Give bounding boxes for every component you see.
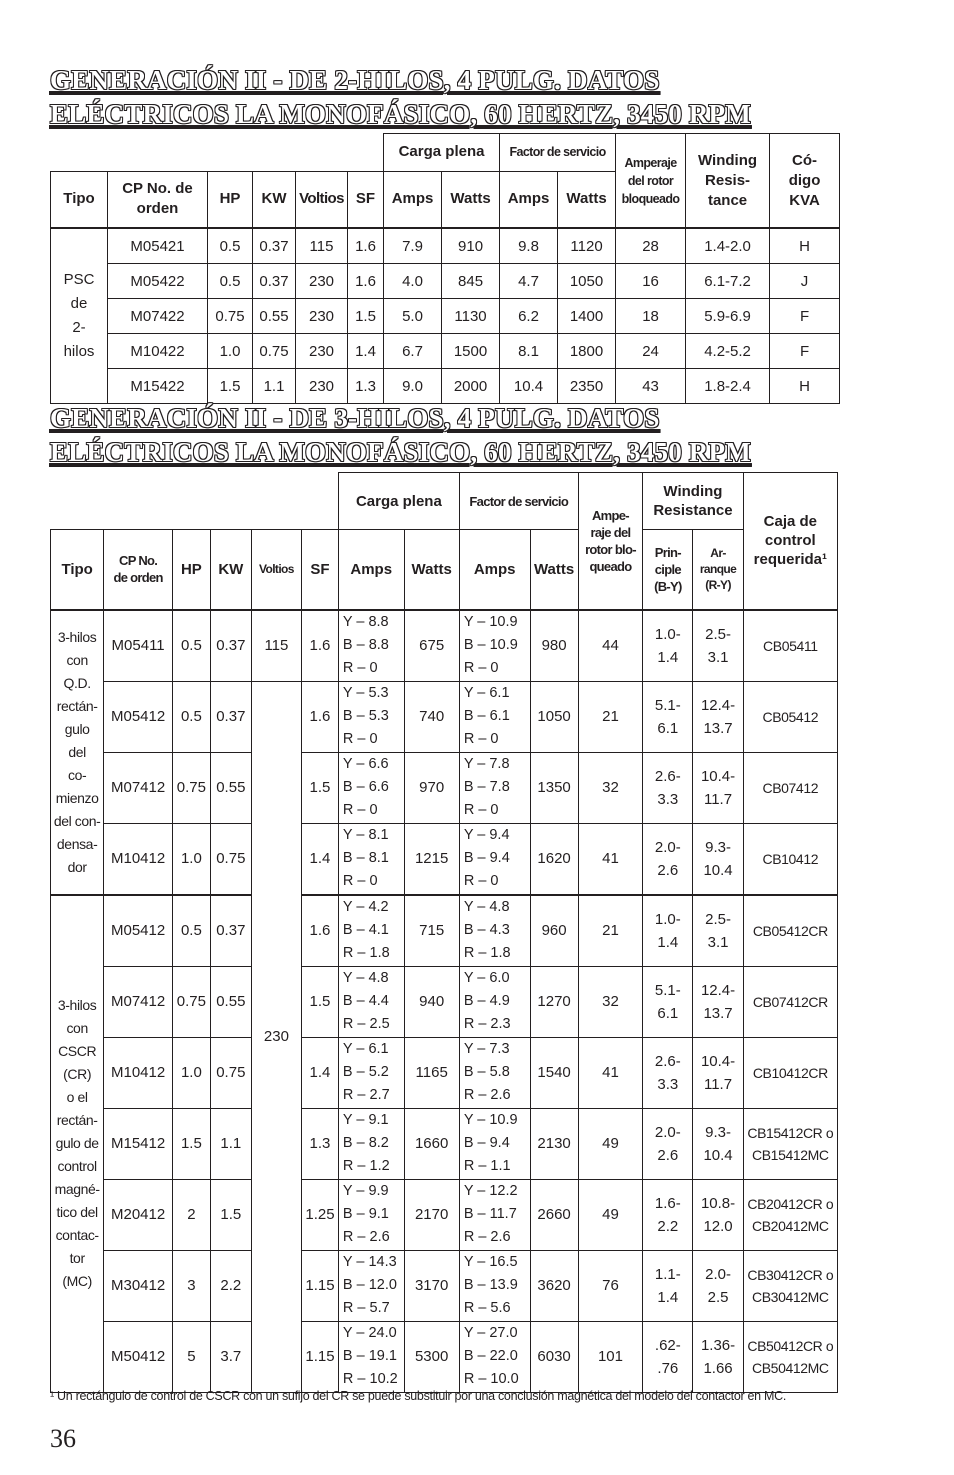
header-amps: Amps <box>384 171 442 228</box>
table-row <box>51 1321 838 1392</box>
cell-kw: 0.55 <box>210 966 251 1037</box>
cell-watts: 715 <box>404 895 459 967</box>
cell-watts: 910 <box>442 228 500 264</box>
cell-watts: 675 <box>404 610 459 682</box>
cell-sf: 1.3 <box>348 369 384 404</box>
table-row <box>51 610 838 682</box>
cell-sf: 1.4 <box>302 1037 339 1108</box>
cell-resistance: 5.9-6.9 <box>686 299 770 334</box>
header-sf-watts: Watts <box>530 530 578 610</box>
cell-lra: 49 <box>578 1108 643 1179</box>
header-blank <box>51 473 339 530</box>
cell-watts: 2170 <box>404 1179 459 1250</box>
header-voltios: Voltios <box>251 530 301 610</box>
cell-amps: 9.0 <box>384 369 442 404</box>
cell-kw: 2.2 <box>210 1250 251 1321</box>
cell-hp: 0.75 <box>172 966 210 1037</box>
cell-cp: M05412 <box>104 681 173 752</box>
cell-cp: M07412 <box>104 752 173 823</box>
cell-kva: F <box>770 334 840 369</box>
cell-sf-amps: Y – 10.9 B – 9.4 R – 1.1 <box>459 1108 530 1179</box>
cell-sf: 1.6 <box>302 895 339 967</box>
cell-sf-watts: 1050 <box>530 681 578 752</box>
cell-watts: 1500 <box>442 334 500 369</box>
title-line-1: GENERACIÓN II - DE 2-HILOS, 4 PULG. DATOS <box>50 65 660 95</box>
cell-arranque: 10.8- 12.0 <box>693 1179 743 1250</box>
header-blank <box>51 134 384 172</box>
cell-amps: Y – 14.3 B – 12.0 R – 5.7 <box>338 1250 404 1321</box>
cell-lra: 32 <box>578 752 643 823</box>
header-cp-no: CP No. de orden <box>108 171 208 228</box>
cell-lra: 41 <box>578 1037 643 1108</box>
table-row <box>51 823 838 895</box>
cell-kw: 1.1 <box>210 1108 251 1179</box>
cell-amps: Y – 4.8 B – 4.4 R – 2.5 <box>338 966 404 1037</box>
cell-resistance: 6.1-7.2 <box>686 264 770 299</box>
cell-sf-amps: Y – 10.9 B – 10.9 R – 0 <box>459 610 530 682</box>
cell-cp: M15422 <box>108 369 208 404</box>
cell-watts: 5300 <box>404 1321 459 1392</box>
header-sf-amps: Amps <box>500 171 558 228</box>
cell-sf: 1.25 <box>302 1179 339 1250</box>
cell-caja: CB05412CR <box>743 895 837 967</box>
cell-kw: 0.37 <box>210 610 251 682</box>
cell-sf: 1.15 <box>302 1250 339 1321</box>
cell-sf: 1.15 <box>302 1321 339 1392</box>
cell-arranque: 10.4- 11.7 <box>693 752 743 823</box>
cell-amps: Y – 6.1 B – 5.2 R – 2.7 <box>338 1037 404 1108</box>
title-line-2: ELÉCTRICOS LA MONOFÁSICO, 60 HERTZ, 3450 RPM <box>50 99 751 129</box>
cell-kw: 3.7 <box>210 1321 251 1392</box>
cell-caja: CB07412 <box>743 752 837 823</box>
cell-cp: M50412 <box>104 1321 173 1392</box>
cell-caja: CB50412CR o CB50412MC <box>743 1321 837 1392</box>
header-hp: HP <box>172 530 210 610</box>
cell-lra: 43 <box>616 369 686 404</box>
cell-hp: 1.0 <box>172 1037 210 1108</box>
cell-sf-amps: Y – 6.0 B – 4.9 R – 2.3 <box>459 966 530 1037</box>
header-amperaje: Ampe- raje del rotor blo- queado <box>578 473 643 610</box>
cell-sf-watts: 2350 <box>558 369 616 404</box>
cell-voltios: 115 <box>251 610 301 682</box>
cell-cp: M05422 <box>108 264 208 299</box>
header-kw: KW <box>253 171 296 228</box>
cell-arranque: 10.4- 11.7 <box>693 1037 743 1108</box>
cell-cp: M30412 <box>104 1250 173 1321</box>
cell-sf: 1.6 <box>302 610 339 682</box>
three-wire-electrical-table <box>50 472 838 1393</box>
header-winding-resistance: Winding Resistance <box>643 473 743 530</box>
header-amps: Amps <box>338 530 404 610</box>
cell-principle: 1.0- 1.4 <box>643 895 693 967</box>
cell-arranque: 12.4- 13.7 <box>693 681 743 752</box>
header-amperaje: Amperaje del rotor bloqueado <box>616 134 686 229</box>
cell-sf-watts: 960 <box>530 895 578 967</box>
cell-watts: 1215 <box>404 823 459 895</box>
cell-hp: 0.75 <box>208 299 253 334</box>
cell-principle: 5.1- 6.1 <box>643 681 693 752</box>
header-carga-plena: Carga plena <box>384 134 500 172</box>
cell-voltios: 230 <box>296 369 348 404</box>
header-sf-watts: Watts <box>558 171 616 228</box>
cell-kw: 0.75 <box>210 1037 251 1108</box>
two-wire-electrical-table <box>50 133 840 404</box>
header-sf-amps: Amps <box>459 530 530 610</box>
cell-caja: CB05412 <box>743 681 837 752</box>
cell-kva: H <box>770 369 840 404</box>
header-voltios: Voltios <box>296 171 348 228</box>
cell-sf-watts: 1270 <box>530 966 578 1037</box>
cell-lra: 44 <box>578 610 643 682</box>
cell-kw: 0.37 <box>253 228 296 264</box>
cell-watts: 1130 <box>442 299 500 334</box>
cell-hp: 3 <box>172 1250 210 1321</box>
cell-principle: 1.1- 1.4 <box>643 1250 693 1321</box>
cell-voltios-shared: 230 <box>251 681 301 1392</box>
cell-hp: 1.0 <box>208 334 253 369</box>
table-row <box>51 681 838 752</box>
cell-sf-watts: 3620 <box>530 1250 578 1321</box>
cell-caja: CB05411 <box>743 610 837 682</box>
table-row <box>51 1179 838 1250</box>
cell-caja: CB10412 <box>743 823 837 895</box>
cell-cp: M05412 <box>104 895 173 967</box>
cell-sf: 1.5 <box>348 299 384 334</box>
header-kw: KW <box>210 530 251 610</box>
cell-sf-amps: Y – 7.3 B – 5.8 R – 2.6 <box>459 1037 530 1108</box>
header-factor-servicio: Factor de servicio <box>459 473 578 530</box>
cell-kw: 0.55 <box>253 299 296 334</box>
cell-hp: 1.5 <box>172 1108 210 1179</box>
cell-arranque: 2.5- 3.1 <box>693 895 743 967</box>
cell-arranque: 9.3- 10.4 <box>693 823 743 895</box>
cell-cp: M07422 <box>108 299 208 334</box>
cell-hp: 0.75 <box>172 752 210 823</box>
cell-kw: 0.55 <box>210 752 251 823</box>
cell-sf-amps: Y – 16.5 B – 13.9 R – 5.6 <box>459 1250 530 1321</box>
cell-sf-watts: 2130 <box>530 1108 578 1179</box>
header-principle: Prin- ciple (B-Y) <box>643 530 693 610</box>
header-caja-control: Caja de control requerida¹ <box>743 473 837 610</box>
cell-hp: 2 <box>172 1179 210 1250</box>
page-number: 36 <box>50 1424 76 1453</box>
cell-watts: 940 <box>404 966 459 1037</box>
cell-resistance: 4.2-5.2 <box>686 334 770 369</box>
cell-hp: 1.5 <box>208 369 253 404</box>
cell-lra: 49 <box>578 1179 643 1250</box>
table-row <box>51 1037 838 1108</box>
table-row <box>51 966 838 1037</box>
cell-amps: Y – 6.6 B – 6.6 R – 0 <box>338 752 404 823</box>
cell-sf: 1.6 <box>348 264 384 299</box>
header-winding: Winding Resis- tance <box>686 134 770 229</box>
cell-sf-watts: 1400 <box>558 299 616 334</box>
cell-sf-watts: 1350 <box>530 752 578 823</box>
cell-amps: Y – 8.1 B – 8.1 R – 0 <box>338 823 404 895</box>
cell-kw: 0.75 <box>210 823 251 895</box>
cell-kva: H <box>770 228 840 264</box>
cell-caja: CB15412CR o CB15412MC <box>743 1108 837 1179</box>
cell-caja: CB20412CR o CB20412MC <box>743 1179 837 1250</box>
cell-lra: 32 <box>578 966 643 1037</box>
cell-voltios: 230 <box>296 264 348 299</box>
cell-sf-watts: 1120 <box>558 228 616 264</box>
cell-hp: 0.5 <box>208 228 253 264</box>
cell-voltios: 230 <box>296 334 348 369</box>
cell-arranque: 12.4- 13.7 <box>693 966 743 1037</box>
cell-lra: 28 <box>616 228 686 264</box>
cell-watts: 970 <box>404 752 459 823</box>
cell-arranque: 9.3- 10.4 <box>693 1108 743 1179</box>
cell-hp: 1.0 <box>172 823 210 895</box>
cell-caja: CB10412CR <box>743 1037 837 1108</box>
header-watts: Watts <box>404 530 459 610</box>
cell-watts: 740 <box>404 681 459 752</box>
cell-amps: Y – 9.9 B – 9.1 R – 2.6 <box>338 1179 404 1250</box>
header-carga-plena: Carga plena <box>338 473 459 530</box>
cell-sf: 1.4 <box>302 823 339 895</box>
cell-sf-watts: 1540 <box>530 1037 578 1108</box>
cell-hp: 0.5 <box>172 681 210 752</box>
cell-sf-watts: 1800 <box>558 334 616 369</box>
cell-hp: 5 <box>172 1321 210 1392</box>
cell-sf-amps: 8.1 <box>500 334 558 369</box>
cell-cp: M10422 <box>108 334 208 369</box>
header-factor-servicio: Factor de servicio <box>500 134 616 172</box>
cell-lra: 21 <box>578 895 643 967</box>
cell-voltios: 115 <box>296 228 348 264</box>
cell-principle: 5.1- 6.1 <box>643 966 693 1037</box>
title-line-1: GENERACIÓN II - DE 3-HILOS, 4 PULG. DATOS <box>50 403 660 433</box>
cell-voltios: 230 <box>296 299 348 334</box>
cell-lra: 24 <box>616 334 686 369</box>
cell-cp: M05421 <box>108 228 208 264</box>
cell-sf: 1.5 <box>302 966 339 1037</box>
cell-arranque: 2.0- 2.5 <box>693 1250 743 1321</box>
cell-sf: 1.4 <box>348 334 384 369</box>
table-row <box>51 1108 838 1179</box>
tipo-qd-group: 3-hilos con Q.D. rectán- gulo del co- mienzo del con- densa- dor <box>51 610 104 895</box>
cell-watts: 1660 <box>404 1108 459 1179</box>
cell-amps: 7.9 <box>384 228 442 264</box>
cell-kw: 0.37 <box>210 681 251 752</box>
cell-kva: F <box>770 299 840 334</box>
cell-principle: 1.6- 2.2 <box>643 1179 693 1250</box>
cell-principle: 1.0- 1.4 <box>643 610 693 682</box>
cell-sf: 1.5 <box>302 752 339 823</box>
cell-resistance: 1.4-2.0 <box>686 228 770 264</box>
cell-cp: M07412 <box>104 966 173 1037</box>
cell-watts: 1165 <box>404 1037 459 1108</box>
cell-hp: 0.5 <box>208 264 253 299</box>
header-tipo: Tipo <box>51 171 108 228</box>
cell-hp: 0.5 <box>172 610 210 682</box>
cell-principle: 2.6- 3.3 <box>643 752 693 823</box>
header-arranque: Ar- ranque (R-Y) <box>693 530 743 610</box>
cell-amps: Y – 24.0 B – 19.1 R – 10.2 <box>338 1321 404 1392</box>
cell-sf-amps: Y – 4.8 B – 4.3 R – 1.8 <box>459 895 530 967</box>
cell-cp: M05411 <box>104 610 173 682</box>
cell-lra: 76 <box>578 1250 643 1321</box>
cell-hp: 0.5 <box>172 895 210 967</box>
cell-principle: .62- .76 <box>643 1321 693 1392</box>
cell-amps: Y – 4.2 B – 4.1 R – 1.8 <box>338 895 404 967</box>
cell-sf-amps: Y – 12.2 B – 11.7 R – 2.6 <box>459 1179 530 1250</box>
cell-amps: 4.0 <box>384 264 442 299</box>
cell-sf-watts: 980 <box>530 610 578 682</box>
cell-kw: 0.37 <box>210 895 251 967</box>
tipo-cscr-group: 3-hilos con CSCR (CR) o el rectán- gulo de control magné- tico del contac- tor (MC) <box>51 895 104 1393</box>
cell-arranque: 2.5- 3.1 <box>693 610 743 682</box>
cell-amps: 5.0 <box>384 299 442 334</box>
cell-lra: 101 <box>578 1321 643 1392</box>
cell-cp: M10412 <box>104 1037 173 1108</box>
cell-resistance: 1.8-2.4 <box>686 369 770 404</box>
cell-caja: CB07412CR <box>743 966 837 1037</box>
cell-cp: M20412 <box>104 1179 173 1250</box>
cell-amps: 6.7 <box>384 334 442 369</box>
cell-lra: 18 <box>616 299 686 334</box>
header-codigo-kva: Có- digo KVA <box>770 134 840 229</box>
table-row <box>51 1250 838 1321</box>
cell-lra: 41 <box>578 823 643 895</box>
table-row <box>51 752 838 823</box>
cell-kw: 1.5 <box>210 1179 251 1250</box>
cell-caja: CB30412CR o CB30412MC <box>743 1250 837 1321</box>
cell-principle: 2.0- 2.6 <box>643 823 693 895</box>
cell-sf-watts: 1620 <box>530 823 578 895</box>
cell-amps: Y – 8.8 B – 8.8 R – 0 <box>338 610 404 682</box>
cell-sf-amps: 9.8 <box>500 228 558 264</box>
cell-sf-watts: 2660 <box>530 1179 578 1250</box>
cell-sf-amps: 4.7 <box>500 264 558 299</box>
cell-cp: M15412 <box>104 1108 173 1179</box>
tipo-psc-2-hilos: PSC de 2- hilos <box>51 228 108 404</box>
cell-amps: Y – 9.1 B – 8.2 R – 1.2 <box>338 1108 404 1179</box>
cell-sf: 1.6 <box>348 228 384 264</box>
cell-cp: M10412 <box>104 823 173 895</box>
cell-arranque: 1.36- 1.66 <box>693 1321 743 1392</box>
cell-sf-amps: Y – 7.8 B – 7.8 R – 0 <box>459 752 530 823</box>
cell-sf-amps: Y – 27.0 B – 22.0 R – 10.0 <box>459 1321 530 1392</box>
cell-sf-amps: 6.2 <box>500 299 558 334</box>
cell-kw: 0.75 <box>253 334 296 369</box>
cell-watts: 2000 <box>442 369 500 404</box>
cell-sf-watts: 6030 <box>530 1321 578 1392</box>
cell-sf-watts: 1050 <box>558 264 616 299</box>
cell-sf: 1.6 <box>302 681 339 752</box>
footnote: ¹ Un rectángulo de control de CSCR con un sufijo del CR se puede substituir por una conclusión magnética del modelo del contactor en MC. <box>50 1389 787 1403</box>
cell-watts: 3170 <box>404 1250 459 1321</box>
cell-lra: 21 <box>578 681 643 752</box>
header-watts: Watts <box>442 171 500 228</box>
section-title-2-wire <box>50 63 910 131</box>
cell-watts: 845 <box>442 264 500 299</box>
header-hp: HP <box>208 171 253 228</box>
table-row <box>51 895 838 967</box>
cell-lra: 16 <box>616 264 686 299</box>
header-tipo: Tipo <box>51 530 104 610</box>
cell-sf: 1.3 <box>302 1108 339 1179</box>
cell-principle: 2.6- 3.3 <box>643 1037 693 1108</box>
cell-kw: 0.37 <box>253 264 296 299</box>
section-title-3-wire <box>50 401 910 469</box>
header-cp-no: CP No. de orden <box>104 530 173 610</box>
cell-kva: J <box>770 264 840 299</box>
header-sf: SF <box>302 530 339 610</box>
header-sf: SF <box>348 171 384 228</box>
cell-sf-amps: Y – 9.4 B – 9.4 R – 0 <box>459 823 530 895</box>
cell-sf-amps: 10.4 <box>500 369 558 404</box>
cell-sf-amps: Y – 6.1 B – 6.1 R – 0 <box>459 681 530 752</box>
title-line-2: ELÉCTRICOS LA MONOFÁSICO, 60 HERTZ, 3450 RPM <box>50 437 751 467</box>
cell-amps: Y – 5.3 B – 5.3 R – 0 <box>338 681 404 752</box>
cell-kw: 1.1 <box>253 369 296 404</box>
cell-principle: 2.0- 2.6 <box>643 1108 693 1179</box>
